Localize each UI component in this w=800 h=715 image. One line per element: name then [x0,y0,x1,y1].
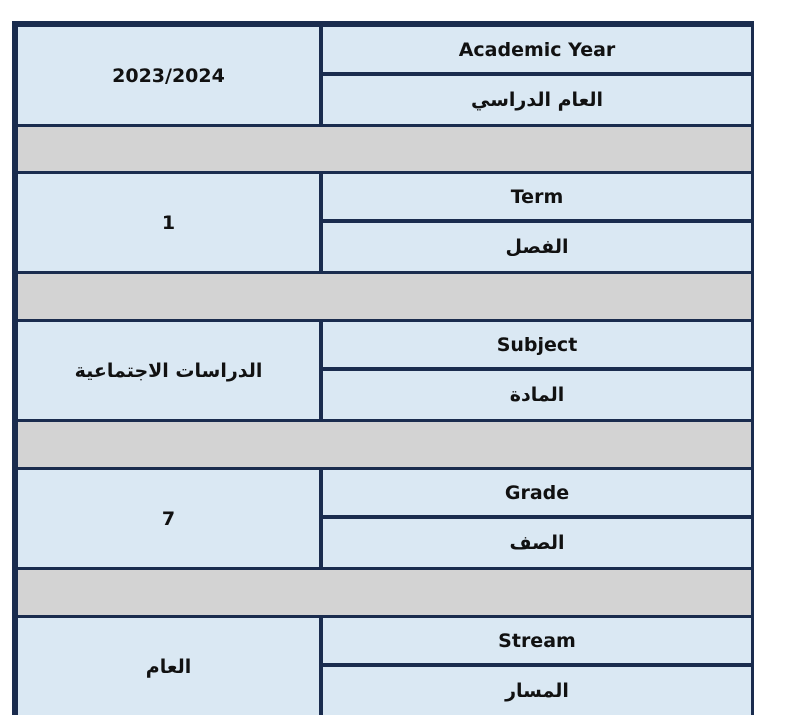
row-separator [18,570,751,615]
row-separator [18,422,751,467]
academic-year-label-ar: العام الدراسي [323,76,751,124]
academic-year-value: 2023/2024 [18,27,319,124]
row-separator [18,127,751,171]
stream-value: العام [18,618,319,715]
grade-value: 7 [18,470,319,567]
stream-label-ar: المسار [323,667,751,715]
subject-label-ar: المادة [323,371,751,419]
term-label-en: Term [323,174,751,219]
academic-year-label-en: Academic Year [323,27,751,72]
term-label-ar: الفصل [323,223,751,271]
subject-value: الدراسات الاجتماعية [18,322,319,419]
row-separator [18,274,751,319]
grade-label-en: Grade [323,470,751,515]
stream-label-en: Stream [323,618,751,663]
grade-label-ar: الصف [323,519,751,567]
term-value: 1 [18,174,319,271]
subject-label-en: Subject [323,322,751,367]
info-table [12,21,754,715]
